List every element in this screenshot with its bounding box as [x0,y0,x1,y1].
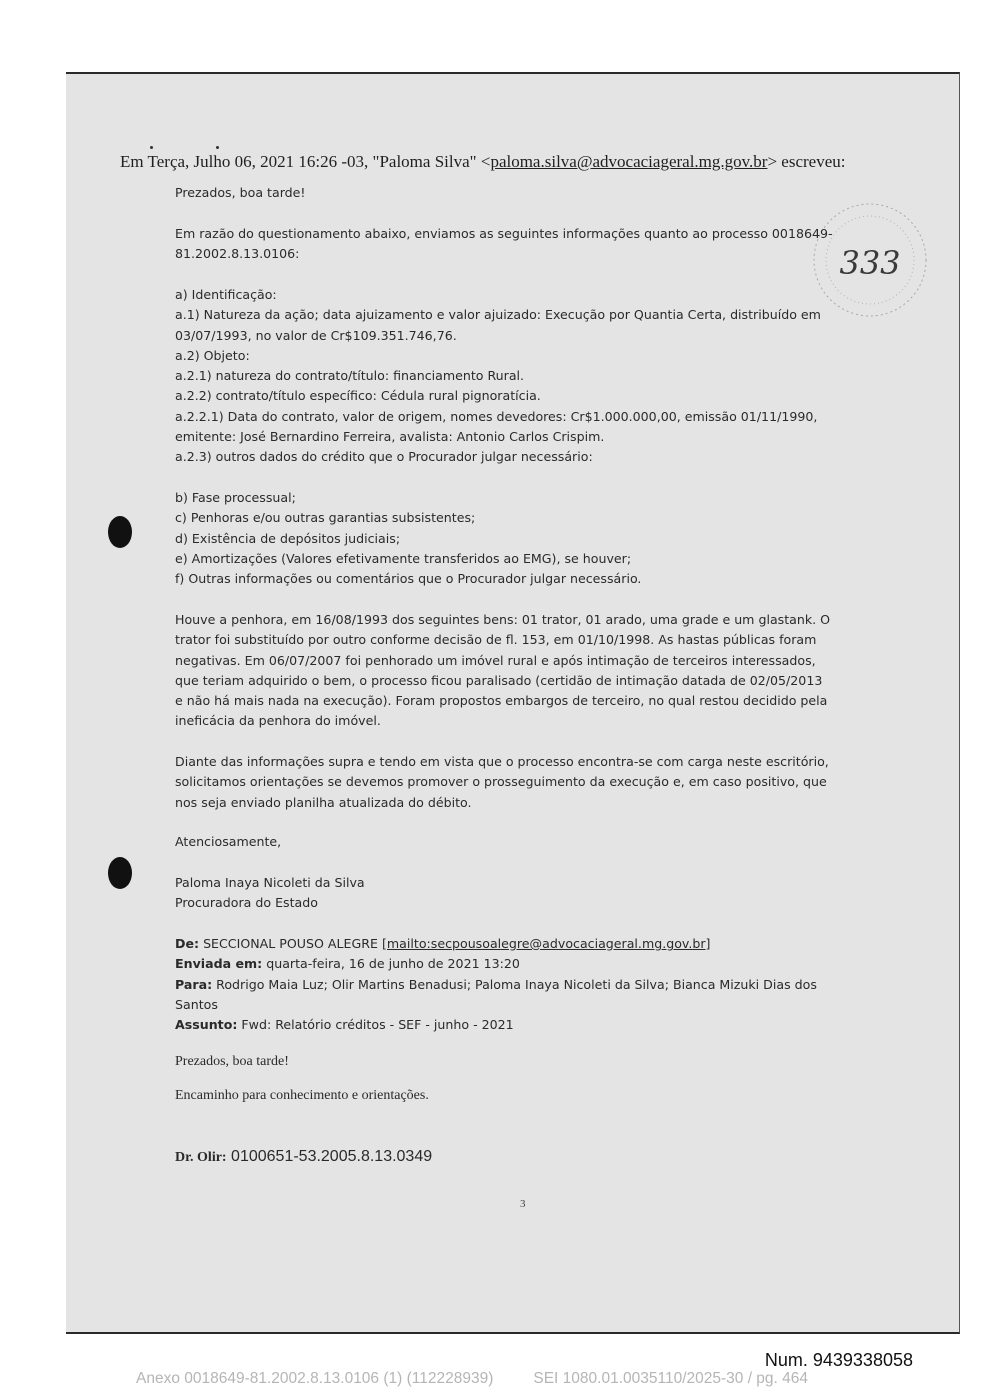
list-item: a.2.3) outros dados do crédito que o Procurador julgar necessário: [175,449,593,465]
request-paragraph [175,752,865,813]
subject-label: Assunto: [175,1017,238,1033]
paragraph-line: e não há mais nada na execução). Foram propostos embargos de terceiro, no qual restou decidido pela [175,693,828,709]
signature [175,873,865,914]
closing [175,832,865,852]
header-prefix: Em Terça, Julho 06, 2021 16:26 -03, "Paloma Silva" < [120,152,491,171]
forwarded-subject [175,1015,865,1035]
forwarded-sent [175,954,865,974]
greeting-text: Prezados, boa tarde! [175,185,306,200]
process-list [175,488,865,589]
forward-note [175,1088,865,1104]
list-item: a.2.1) natureza do contrato/título: financiamento Rural. [175,368,525,384]
from-value: SECCIONAL POUSO ALEGRE [203,936,382,951]
scan-speck [150,146,153,149]
identification-list [175,285,865,468]
scan-speck [216,146,219,149]
list-item: c) Penhoras e/ou outras garantias subsistentes; [175,510,476,526]
list-item: e) Amortizações (Valores efetivamente transferidos ao EMG), se houver; [175,550,632,566]
forward-note-text: Encaminho para conhecimento e orientações. [175,1088,429,1103]
list-item: emitente: José Bernardino Ferreira, avalista: Antonio Carlos Crispim. [175,429,605,445]
sent-value: quarta-feira, 16 de junho de 2021 13:20 [266,956,520,972]
closing-text: Atenciosamente, [175,834,282,849]
intro-paragraph [175,224,865,265]
sender-email-link[interactable]: paloma.silva@advocaciageral.mg.gov.br [490,152,768,171]
list-item: d) Existência de depósitos judiciais; [175,530,401,546]
page-number: 3 [520,1198,526,1210]
signature-name: Paloma Inaya Nicoleti da Silva [175,875,365,890]
penhora-paragraph [175,610,865,732]
paragraph-line: trator foi substituído por outro conforme decisão de fl. 153, em 01/10/1998. As hastas públicas foram [175,632,817,648]
from-mailto-link[interactable]: [mailto:secpousoalegre@advocaciageral.mg.gov.br] [381,936,711,951]
to-value: Rodrigo Maia Luz; Olir Martins Benadusi; Paloma Inaya Nicoleti da Silva; Bianca Mizuki Dias dos [216,976,817,992]
list-item: a.2.2.1) Data do contrato, valor de origem, nomes devedores: Cr$1.000.000,00, emissão 01/11/1990, [175,408,818,424]
paragraph-line: que teriam adquirido o bem, o processo ficou paralisado (certidão de intimação datada de 02/05/2013 [175,672,823,688]
dr-olir-line [175,1148,865,1166]
paragraph-line: Diante das informações supra e tendo em vista que o processo encontra-se com carga neste escritório, [175,754,829,769]
list-item: 03/07/1993, no valor de Cr$109.351.746,76. [175,327,457,343]
intro-line: 81.2002.8.13.0106: [175,246,300,262]
list-item: a.2.2) contrato/título específico: Cédula rural pignoratícia. [175,388,541,404]
list-item: a.2) Objeto: [175,347,250,363]
signature-role: Procuradora do Estado [175,895,318,911]
footer-sei: SEI 1080.01.0035110/2025-30 / pg. 464 [533,1370,809,1387]
document-number: Num. 9439338058 [764,1350,913,1370]
list-item: b) Fase processual; [175,490,296,505]
footer [136,1370,808,1388]
from-label: De: [175,936,200,951]
punch-hole-top [108,516,132,548]
sent-label: Enviada em: [175,956,263,972]
subject-value: Fwd: Relatório créditos - SEF - junho - 2021 [241,1017,514,1033]
footer-annex: Anexo 0018649-81.2002.8.13.0106 (1) (112228939) [136,1370,494,1387]
stamp-number: 333 [839,244,901,282]
process-number: 0100651-53.2005.8.13.0349 [231,1148,433,1165]
list-item: a) Identificação: [175,287,277,302]
paragraph-line: nos seja enviado planilha atualizada do débito. [175,794,472,810]
forwarded-from [175,934,865,954]
dr-label: Dr. Olir: [175,1150,227,1165]
header-suffix: > escreveu: [767,152,846,171]
punch-hole-bottom [108,857,132,889]
list-item: a.1) Natureza da ação; data ajuizamento e valor ajuizado: Execução por Quantia Certa, distribuído em [175,307,821,323]
to-value-continued: Santos [175,996,218,1012]
forwarded-header [175,934,865,1035]
greeting-2-text: Prezados, boa tarde! [175,1054,289,1069]
intro-line: Em razão do questionamento abaixo, enviamos as seguintes informações quanto ao processo 0018649- [175,226,833,241]
to-label: Para: [175,976,213,992]
forwarded-to [175,975,865,995]
greeting [175,183,865,203]
paragraph-line: ineficácia da penhora do imóvel. [175,713,381,729]
paragraph-line: negativas. Em 06/07/2007 foi penhorado um imóvel rural e após intimação de terceiros interessados, [175,652,816,668]
paragraph-line: Houve a penhora, em 16/08/1993 dos seguintes bens: 01 trator, 01 arado, uma grade e um glastank. O [175,612,831,627]
list-item: f) Outras informações ou comentários que o Procurador julgar necessário. [175,571,642,587]
paragraph-line: solicitamos orientações se devemos promover o prosseguimento da execução e, em caso positivo, que [175,774,827,790]
email-header [120,152,900,172]
greeting-2 [175,1054,865,1070]
